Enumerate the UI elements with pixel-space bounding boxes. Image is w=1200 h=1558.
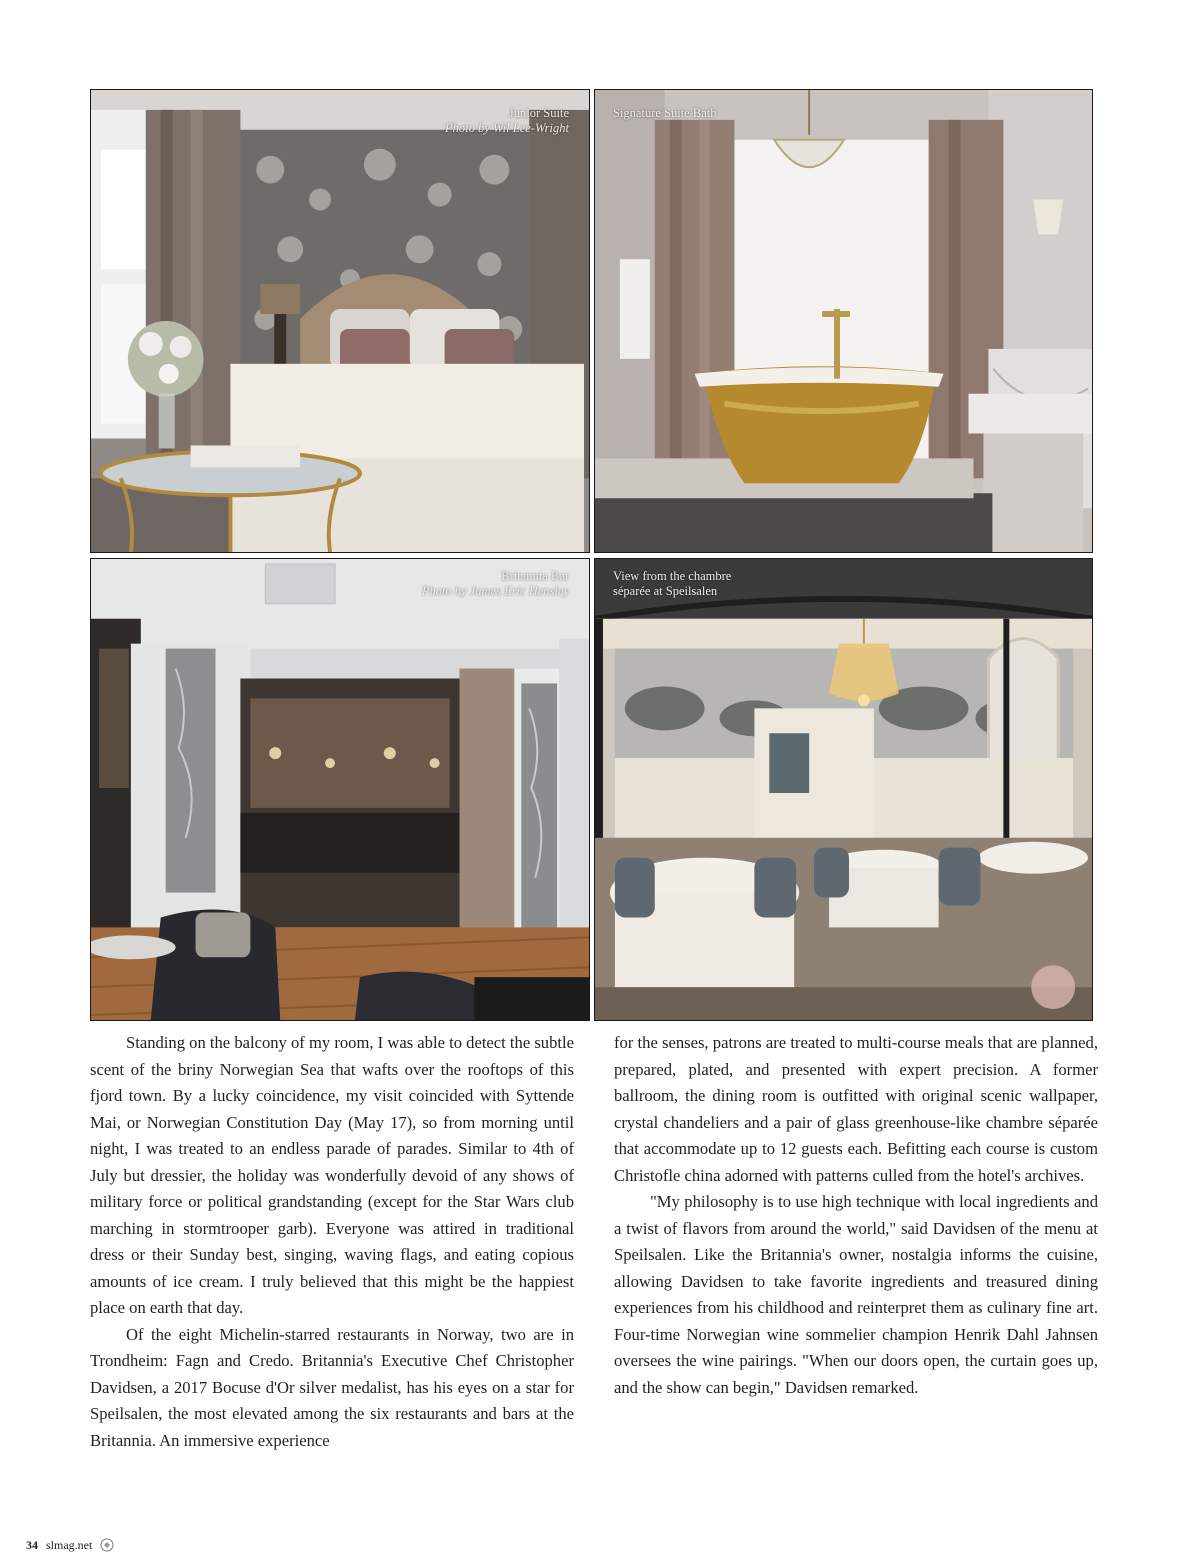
caption-credit: Photo by Wil Lee-Wright — [445, 121, 569, 135]
paragraph: Standing on the balcony of my room, I was able to detect the subtle scent of the briny Norwegian Sea that wafts over the rooftops of this fjord town. By a lucky coincidence, my visit coincided with Syttende Mai, or Norwegian Constitution Day (May 17), so from morning until night, I was treated to an endless parade of parades. Similar to 4th of July but dressier, the holiday was wonderfully devoid of any shows of military force or political grandstanding (except for the Star Wars club marching in stormtrooper garb). Everyone was attired in traditional dress or their Sunday best, singing, waving flags, and eating copious amounts of ice cream. I truly believed that this might be the happiest place on earth that day. — [90, 1033, 574, 1317]
photo-britannia-bar — [90, 558, 590, 1021]
signature-suite-bath-image — [595, 90, 1092, 552]
caption-chambre-separee — [613, 569, 731, 599]
caption-credit: Photo by James Eric Hensley — [421, 584, 569, 598]
page-footer — [26, 1538, 114, 1552]
site-name: slmag.net — [46, 1538, 93, 1552]
britannia-bar-image — [91, 559, 589, 1020]
speilsalen-image — [595, 559, 1092, 1020]
caption-title: Junior Suite — [508, 106, 569, 120]
page-number: 34 — [26, 1538, 38, 1552]
caption-junior-suite — [445, 106, 569, 136]
article-column-right — [614, 1030, 1098, 1401]
photo-chambre-separee — [594, 558, 1093, 1021]
caption-title: Signature Suite Bath — [613, 106, 717, 120]
caption-title-line1: View from the chambre — [613, 569, 732, 583]
slmag-logo-icon — [100, 1538, 114, 1552]
caption-title-line2: séparée at Speilsalen — [613, 584, 718, 598]
caption-title: Britannia Bar — [501, 569, 569, 583]
caption-britannia-bar — [422, 569, 569, 599]
paragraph: for the senses, patrons are treated to multi-course meals that are planned, prepared, plated, and presented with expert precision. A former ballroom, the dining room is outfitted with original scenic wallpaper, crystal chandeliers and a pair of glass greenhouse-like chambre séparée that accommodate up to 12 guests each. Befitting each course is custom Christofle china adorned with patterns culled from the hotel's archives. — [614, 1033, 1098, 1185]
paragraph: Of the eight Michelin-starred restaurants in Norway, two are in Trondheim: Fagn and Credo. Britannia's Executive Chef Christopher Davidsen, a 2017 Bocuse d'Or silver medalist, has his eyes on a star for Speilsalen, the most elevated among the six restaurants and bars at the Britannia. An immersive experience — [90, 1324, 574, 1450]
junior-suite-image — [91, 90, 589, 552]
photo-junior-suite — [90, 89, 590, 553]
article-column-left — [90, 1030, 574, 1454]
caption-signature-suite-bath — [613, 106, 716, 121]
paragraph: "My philosophy is to use high technique with local ingredients and a twist of flavors from around the world," said Davidsen of the menu at Speilsalen. Like the Britannia's owner, nostalgia informs the cuisine, allowing Davidsen to take favorite ingredients and treasured dining experiences from his childhood and reinterpret them as culinary fine art. Four-time Norwegian wine sommelier champion Henrik Dahl Jahnsen oversees the wine pairings. "When our doors open, the curtain goes up, and the show can begin," Davidsen remarked. — [614, 1192, 1098, 1397]
photo-signature-suite-bath — [594, 89, 1093, 553]
